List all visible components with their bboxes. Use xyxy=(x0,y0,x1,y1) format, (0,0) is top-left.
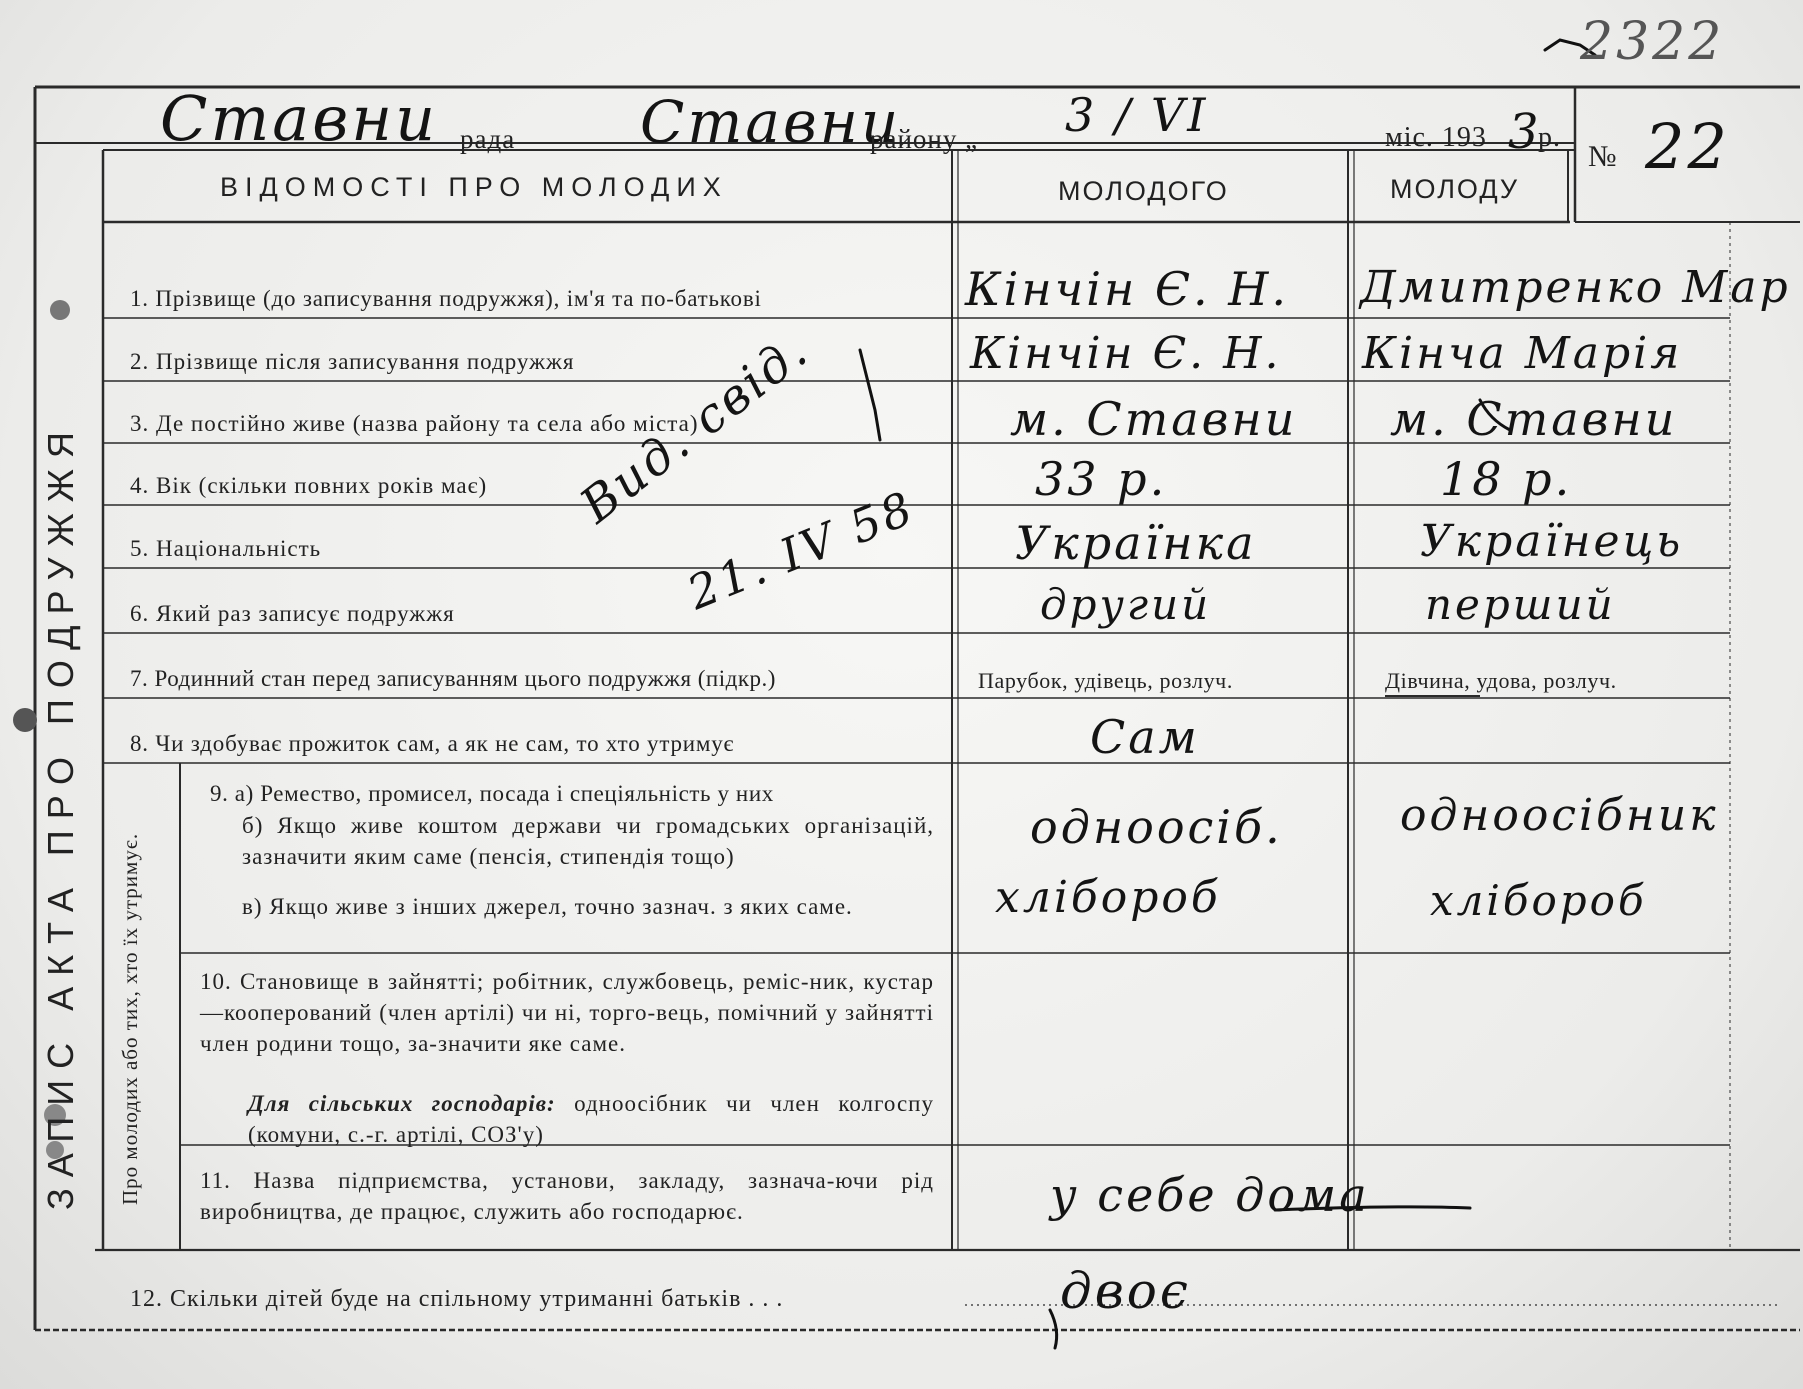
groom-value: Сам xyxy=(1090,710,1200,764)
column-header-info: ВІДОМОСТІ ПРО МОЛОДИХ xyxy=(220,172,728,202)
row-label: 6. Який раз записує подружжя xyxy=(130,601,455,626)
bride-occupation-2: хлібороб xyxy=(1430,876,1647,925)
corner-number: 2322 xyxy=(1580,12,1725,72)
groom-value: Кінчін Є. Н. xyxy=(965,262,1290,316)
groom-value: Українка xyxy=(1015,516,1257,570)
children-count: двоє xyxy=(1060,1262,1191,1320)
council-label: рада xyxy=(460,124,516,154)
row-label: 7. Родинний стан перед записуванням цього подружжя (підкр.) xyxy=(130,666,776,691)
row9-a: 9. а) Ремество, промисел, посада і спеціяльність у них xyxy=(210,781,774,806)
bride-value: 18 р. xyxy=(1440,452,1573,506)
bride-value: Кінча Марія xyxy=(1362,328,1683,379)
column-header-groom: МОЛОДОГО xyxy=(1058,176,1229,206)
column-header-bride: МОЛОДУ xyxy=(1390,174,1520,204)
row-label: 3. Де постійно живе (назва району та села або міста) xyxy=(130,411,699,436)
groom-occupation-1: одноосіб. xyxy=(1030,800,1283,854)
groom-marital-options: Парубок, удівець, розлуч. xyxy=(978,668,1233,693)
groom-value: Кінчін Є. Н. xyxy=(970,328,1282,379)
bride-value: перший xyxy=(1425,580,1616,629)
bride-value: Дмитренко Мар xyxy=(1360,262,1791,313)
district-label: району „ xyxy=(870,124,979,154)
groom-value: м. Ставни xyxy=(1010,392,1298,446)
row10-text2-rest: одноосібник чи член колгоспу (комуни, с.-г. артілі, СОЗ'у) xyxy=(248,1091,934,1147)
bride-value: м. Ставни xyxy=(1390,392,1678,446)
row-label: 1. Прізвище (до записування подружжя), ім'я та по-батькові xyxy=(130,286,762,311)
month-label: міс. 193 xyxy=(1385,122,1487,153)
row10-emphasis: Для сільських господарів: xyxy=(248,1091,556,1116)
row-label: 2. Прізвище після записування подружжя xyxy=(130,349,575,374)
district-handwritten: Ставни xyxy=(640,88,902,156)
date-handwritten: 3 / VI xyxy=(1065,88,1209,142)
annotation-date: 21. IV 58 xyxy=(680,480,923,621)
bride-occupation-1: одноосібник xyxy=(1400,790,1719,841)
year-handwritten: 3 xyxy=(1508,104,1542,160)
groom-workplace: у себе дома xyxy=(1050,1168,1370,1222)
row-label: 8. Чи здобуває прожиток сам, а як не сам, то хто утримує xyxy=(130,731,735,756)
row-label: 4. Вік (скільки повних років має) xyxy=(130,473,488,498)
number-handwritten: 22 xyxy=(1645,110,1730,183)
groom-occupation-2: хлібороб xyxy=(995,872,1221,923)
council-handwritten: Ставни xyxy=(160,82,439,155)
groom-value: 33 р. xyxy=(1035,452,1168,506)
row12-label: 12. Скільки дітей буде на спільному утриманні батьків . . . xyxy=(130,1286,784,1312)
row9-c: в) Якщо живе з інших джерел, точно зазнач. з яких саме. xyxy=(242,894,853,919)
side-title: ЗАПИС АКТА ПРО ПОДРУЖЖЯ xyxy=(40,420,81,1210)
row-label: 5. Національність xyxy=(130,536,322,561)
annotation-issued: Вид. свід. xyxy=(570,321,820,535)
bride-value: Українець xyxy=(1420,516,1684,567)
row9-b: б) Якщо живе коштом держави чи громадських організацій, зазначити яким саме (пенсія, стипендія тощо) xyxy=(242,813,934,869)
groom-value: другий xyxy=(1040,580,1212,629)
row10-text2 xyxy=(248,1088,934,1150)
row10-text: 10. Становище в зайнятті; робітник, службовець, реміс-ник, кустар—кооперований (член артілі) чи ні, торго-вець, помічний у зайнятті член родини тощо, за-значити яке саме. xyxy=(200,969,934,1056)
side-group-label: Про молодих або тих, хто їх утримує. xyxy=(118,832,142,1205)
year-suffix: р. xyxy=(1538,122,1561,153)
bride-marital-options: Дівчина, удова, розлуч. xyxy=(1385,668,1617,693)
number-label: № xyxy=(1588,140,1618,173)
row11-text: 11. Назва підприємства, установи, закладу, зазнача-ючи рід виробництва, де працює, служить або господарює. xyxy=(200,1168,934,1224)
